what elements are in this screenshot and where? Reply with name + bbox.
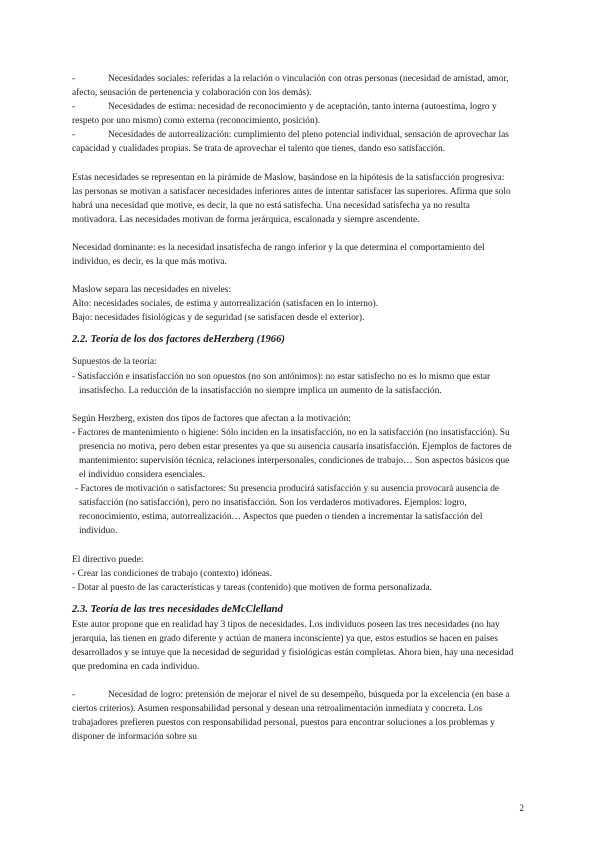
levels-low: Bajo: necesidades fisiológicas y de seguridad (se satisfacen desde el exterior). bbox=[72, 313, 365, 324]
list-dash: - bbox=[72, 690, 76, 701]
manager-item: - Dotar al puesto de las características y tareas (contenido) que motiven de forma personalizada. bbox=[72, 582, 433, 593]
document-page bbox=[72, 72, 516, 745]
list-item-text: Necesidades sociales: referidas a la relación o vinculación con otras personas (necesidad de amistad, amor, afecto, sensación de pertenencia y colaboración con los demás). bbox=[72, 74, 509, 99]
factor-motivation: - Factores de motivación o satisfactores: Su presencia producirá satisfacción y su ausencia provocará ausencia de satisfacción (no satisfacción), pero no insatisfacción. Son los verdaderos motivadores. Ejemplos: logro, reconocimiento, estima, autorrealización… Aspectos que pueden o tienden a incrementar la satisfacción del individuo. bbox=[75, 484, 500, 537]
section-heading-herzberg: 2.2. Teoría de los dos factores deHerzberg (1966) bbox=[72, 334, 285, 346]
mcclelland-intro: Este autor propone que en realidad hay 3 tipos de necesidades. Los individuos poseen las tres necesidades (no hay jerarquía, las tienen en grado diferente y actúan de manera inconsciente) ya que, estos estudios se hacen en países desarrollados y se intuye que la necesidad de seguridad y fisiológicas están completas. Ahora bien, hay una necesidad que predomina en cada individuo. bbox=[72, 619, 514, 673]
list-item bbox=[72, 128, 516, 156]
list-dash: - bbox=[72, 74, 76, 84]
page-number: 2 bbox=[519, 803, 524, 813]
manager-title: El directivo puede: bbox=[72, 554, 144, 565]
list-item-text: Necesidades de estima: necesidad de reconocimiento y de aceptación, tanto interna (autoestima, logro y respeto por uno mismo) como externa (reconocimiento, posición). bbox=[72, 102, 497, 127]
section-heading-mcclelland: 2.3. Teoría de las tres necesidades deMcClelland bbox=[72, 603, 283, 615]
list-item bbox=[72, 100, 516, 128]
list-item bbox=[72, 688, 516, 744]
mcclelland-list bbox=[72, 688, 516, 744]
list-dash: - bbox=[72, 130, 76, 141]
needs-list bbox=[72, 72, 516, 157]
list-item-text: Necesidades de autorrealización: cumplimiento del pleno potencial individual, sensación de aprovechar las capacidad y cualidades propias. Se trata de aprovechar el talento que tienes, dando eso satisfacción. bbox=[72, 130, 509, 155]
list-item bbox=[72, 72, 516, 100]
levels-intro: Maslow separa las necesidades en niveles: bbox=[72, 285, 232, 296]
assumptions-title: Supuestos de la teoría: bbox=[72, 357, 157, 368]
manager-item: - Crear las condiciones de trabajo (contexto) idóneas. bbox=[72, 568, 272, 579]
levels-high: Alto: necesidades sociales, de estima y autorrealización (satisfacen en lo interno). bbox=[72, 299, 379, 310]
paragraph-maslow-pyramid: Estas necesidades se representan en la pirámide de Maslow, basándose en la hipótesis de la satisfacción progresiva: las personas se motivan a satisfacer necesidades inferiores antes de intentar satisfacer las superiores. Afirma que solo habrá una necesidad que motive, es decir, la que no está satisfecha. Una necesidad satisfecha ya no resulta motivadora. Las necesidades motivan de forma jerárquica, escalonada y siempre ascendente. bbox=[72, 172, 511, 225]
assumption-item: - Satisfacción e insatisfacción no son opuestos (no son antónimos): no estar satisfecho no es lo mismo que estar insatisfecho. La reducción de la insatisfacción no siempre implica un aumento de la satisfacción. bbox=[72, 371, 491, 396]
list-dash: - bbox=[72, 102, 76, 113]
list-item-text: Necesidad de logro: pretensión de mejorar el nivel de su desempeño, búsqueda por la excelencia (en base a ciertos criterios). Asumen responsabilidad personal y desean una retroalimentación inmediata y concreta. Los trabajadores prefieren puestos con responsabilidad personal, puestos para encontrar soluciones a los problemas y disponer de información sobre su bbox=[72, 690, 510, 743]
factor-hygiene: - Factores de mantenimiento o higiene: Sólo inciden en la insatisfacción, no en la satisfacción (no insatisfacción). Su presencia no motiva, pero deben estar presentes ya que su ausencia causaría insatisfacción. Ejemplos de factores de mantenimiento: supervisión técnica, relaciones interpersonales, condiciones de trabajo… Son aspectos básicos que el individuo considera esenciales. bbox=[72, 427, 512, 481]
factors-intro: Según Herzberg, existen dos tipos de factores que afectan a la motivación: bbox=[72, 413, 351, 424]
paragraph-dominant-need: Necesidad dominante: es la necesidad insatisfecha de rango inferior y la que determina el comportamiento del individuo, es decir, es la que más motiva. bbox=[72, 242, 485, 268]
